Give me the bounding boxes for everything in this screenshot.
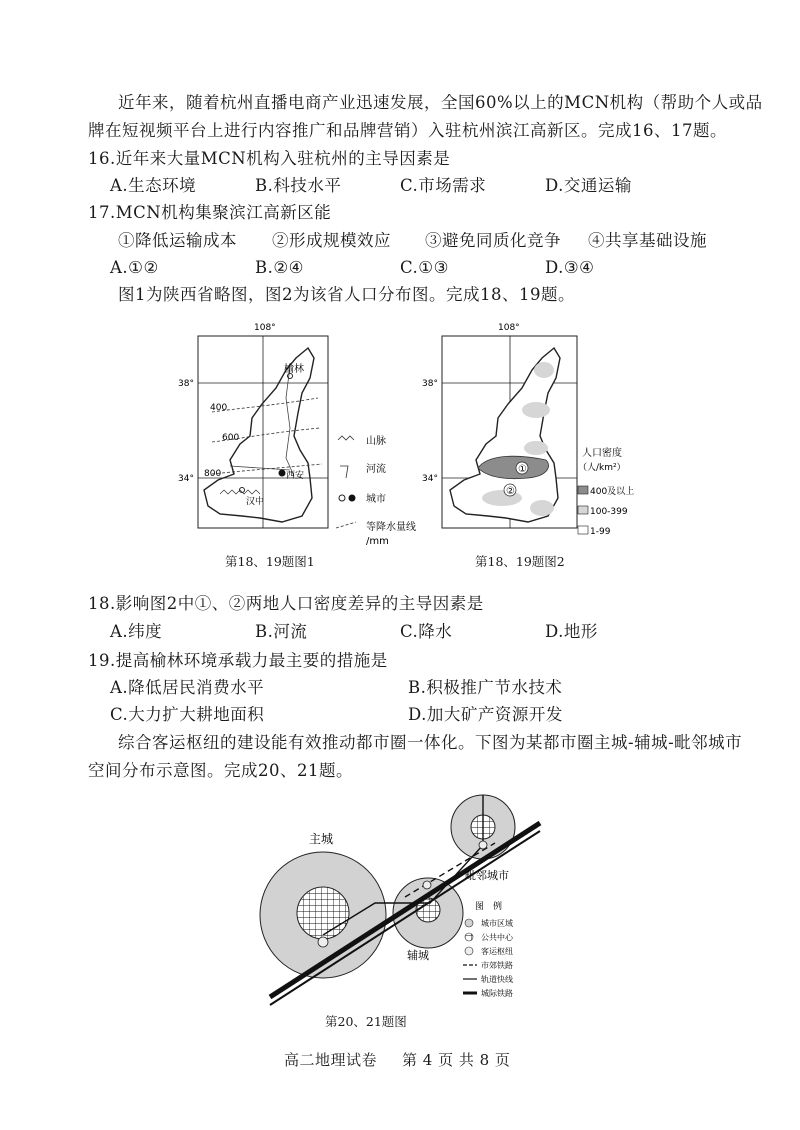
fig1-iso600-label: 600 [222, 433, 240, 443]
q16-stem: 16.近年来大量MCN机构入驻杭州的主导因素是 [88, 149, 451, 168]
q17-option-a: A.①② [110, 258, 159, 277]
fig2-legend-mid: 100-399 [590, 507, 628, 517]
passage3-line1: 综合客运枢纽的建设能有效推动都市圈一体化。下图为某都市圈主城-辅城-毗邻城市 [118, 733, 743, 752]
fig2-lon-label: 108° [498, 323, 520, 333]
q17-option-c: C.①③ [400, 258, 449, 277]
fig1-city-xian: 西安 [286, 471, 305, 481]
q19-option-c: C.大力扩大耕地面积 [110, 705, 265, 724]
fig1-lat34-label: 34° [178, 474, 194, 484]
q16-option-a: A.生态环境 [110, 176, 197, 195]
footer-page-number: 第 4 页 共 8 页 [402, 1051, 511, 1069]
fig1-legend-river-icon [340, 466, 348, 478]
fig1-legend-river: 河流 [366, 464, 386, 475]
fig1-legend-isoline-icon [336, 522, 356, 528]
fig2-mark-2: ② [506, 486, 515, 497]
q18-stem: 18.影响图2中①、②两地人口密度差异的主导因素是 [88, 594, 484, 613]
figure-1-caption: 第18、19题图1 [225, 554, 315, 569]
figure-1-shaanxi-map [178, 318, 430, 553]
fig1-iso800-label: 800 [204, 469, 222, 479]
fig3-label-main-city: 主城 [309, 832, 334, 846]
fig1-isoline-800 [212, 464, 322, 474]
q17-statement-2: ②形成规模效应 [272, 231, 391, 250]
q17-statement-3: ③避免同质化竞争 [425, 231, 561, 250]
q18-option-c: C.降水 [400, 622, 453, 641]
q18-option-a: A.纬度 [110, 622, 163, 641]
q17-statement-4: ④共享基础设施 [588, 231, 707, 250]
fig1-legend-city: 城市 [366, 494, 386, 505]
fig3-legend-center-icon [465, 933, 473, 941]
fig2-lat34-label: 34° [422, 474, 438, 484]
fig3-legend-urban-icon [465, 919, 473, 927]
fig1-iso400-label: 400 [210, 403, 228, 413]
fig1-legend-isoline-unit: /mm [366, 536, 389, 547]
fig1-legend-mountain: 山脉 [366, 436, 386, 447]
q17-stem: 17.MCN机构集聚滨江高新区能 [88, 203, 332, 222]
fig2-legend-unit: （人/km²） [578, 463, 626, 473]
fig3-legend-title: 图 例 [475, 902, 503, 912]
fig2-legend-high-swatch [578, 486, 588, 494]
fig3-hub-nbr [479, 841, 487, 849]
fig1-legend-mountain-icon [338, 436, 354, 440]
fig2-legend-mid-swatch [578, 506, 588, 514]
fig1-city-yulin: 榆林 [284, 364, 304, 375]
q17-option-b: B.②④ [255, 258, 304, 277]
passage1-line2: 牌在短视频平台上进行内容推广和品牌营销）入驻杭州滨江高新区。完成16、17题。 [88, 121, 727, 140]
fig3-legend-suburban: 市郊铁路 [481, 961, 513, 970]
q16-option-d: D.交通运输 [545, 176, 632, 195]
fig3-legend-center: 公共中心 [481, 933, 513, 942]
q18-option-d: D.地形 [545, 622, 598, 641]
fig1-legend-isoline: 等降水量线 [366, 522, 416, 533]
fig2-area-mid-center [522, 402, 550, 418]
fig3-legend-hub: 客运枢纽 [481, 947, 513, 956]
figure-2-population-map [418, 318, 638, 553]
fig3-main-city-center [297, 887, 349, 939]
fig3-label-nbr-city: 毗邻城市 [465, 869, 509, 882]
fig3-hub-aux [423, 881, 431, 889]
fig1-legend-city-icon [339, 495, 345, 501]
fig1-river-2 [230, 466, 290, 470]
fig1-city-hanzhong: 汉中 [246, 497, 265, 507]
passage3-line2: 空间分布示意图。完成20、21题。 [88, 761, 353, 780]
q19-stem: 19.提高榆林环境承载力最主要的措施是 [88, 651, 388, 670]
fig3-label-aux-city: 辅城 [407, 949, 429, 962]
fig2-legend-low: 1-99 [590, 527, 611, 537]
footer-subject: 高二地理试卷 [284, 1051, 378, 1069]
fig2-lat38-label: 38° [422, 379, 438, 389]
fig3-legend-hub-icon [465, 947, 473, 955]
passage1-line1: 近年来，随着杭州直播电商产业迅速发展，全国60%以上的MCN机构（帮助个人或品 [118, 93, 763, 112]
figure-3-metro-diagram [225, 785, 565, 1030]
fig3-legend-rail: 轨道快线 [481, 975, 513, 984]
q18-option-b: B.河流 [255, 622, 308, 641]
q19-option-a: A.降低居民消费水平 [110, 678, 265, 697]
fig2-area-south-basin [482, 490, 522, 506]
q16-option-c: C.市场需求 [400, 176, 487, 195]
intro-18-19: 图1为陕西省略图，图2为该省人口分布图。完成18、19题。 [118, 285, 575, 304]
figure-3-caption: 第20、21题图 [325, 1014, 407, 1029]
fig2-legend-title: 人口密度 [582, 448, 622, 459]
fig3-legend-urban: 城市区域 [481, 919, 513, 928]
q19-option-b: B.积极推广节水技术 [408, 678, 563, 697]
fig1-river [286, 366, 294, 476]
fig2-area-mid-north [534, 362, 554, 378]
fig1-city-xian-dot [279, 470, 286, 477]
fig2-area-mid-south [524, 441, 548, 455]
fig3-legend-intercity: 城际铁路 [481, 989, 513, 998]
fig2-legend-high: 400及以上 [590, 487, 635, 497]
fig2-legend-low-swatch [578, 526, 588, 534]
q16-option-b: B.科技水平 [255, 176, 342, 195]
fig1-legend-capital-icon [349, 495, 356, 502]
fig2-mark-1: ① [518, 464, 527, 475]
q17-statement-1: ①降低运输成本 [118, 231, 237, 250]
fig2-area-south-east [530, 500, 554, 516]
fig3-hub-main [318, 937, 328, 947]
q19-option-d: D.加大矿产资源开发 [408, 705, 563, 724]
fig1-lat38-label: 38° [178, 379, 194, 389]
figure-2-caption: 第18、19题图2 [475, 554, 565, 569]
fig1-lon-label: 108° [254, 323, 276, 333]
q17-option-d: D.③④ [545, 258, 595, 277]
